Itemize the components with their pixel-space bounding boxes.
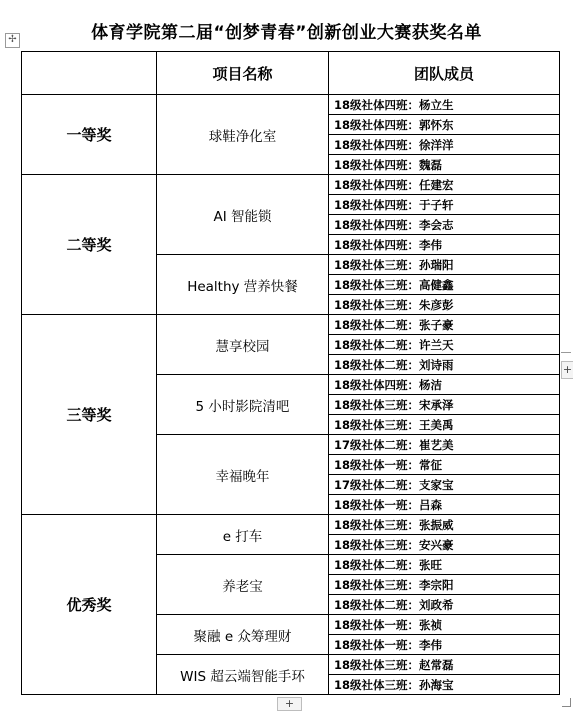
add-column-icon[interactable]: + (561, 361, 573, 379)
table-resize-handle[interactable] (562, 698, 571, 707)
team-member-cell: 18级社体四班：杨洁 (329, 375, 560, 395)
team-member-cell: 18级社体二班：张旺 (329, 555, 560, 575)
team-member-cell: 18级社体四班：徐洋洋 (329, 135, 560, 155)
team-member-cell: 17级社体二班：支家宝 (329, 475, 560, 495)
table-row (22, 175, 560, 195)
project-name-cell: 养老宝 (157, 555, 329, 615)
award-level-cell: 三等奖 (22, 315, 157, 515)
project-name-cell: 慧享校园 (157, 315, 329, 375)
award-level-cell: 二等奖 (22, 175, 157, 315)
table-row (22, 95, 560, 115)
team-member-cell: 18级社体三班：王美禹 (329, 415, 560, 435)
team-member-cell: 18级社体一班：李伟 (329, 635, 560, 655)
team-member-cell: 18级社体一班：常征 (329, 455, 560, 475)
team-member-cell: 18级社体四班：郭怀东 (329, 115, 560, 135)
team-member-cell: 18级社体四班：李会志 (329, 215, 560, 235)
project-name-cell: 5 小时影院清吧 (157, 375, 329, 435)
project-name-cell: 球鞋净化室 (157, 95, 329, 175)
team-member-cell: 18级社体二班：刘诗雨 (329, 355, 560, 375)
row-divider-marker (561, 352, 571, 353)
table-move-handle-icon[interactable]: ✢ (5, 33, 20, 48)
team-member-cell: 18级社体四班：杨立生 (329, 95, 560, 115)
team-member-cell: 18级社体三班：张振威 (329, 515, 560, 535)
header-team-members: 团队成员 (329, 52, 560, 95)
team-member-cell: 18级社体二班：许兰天 (329, 335, 560, 355)
header-award (22, 52, 157, 95)
table-header-row (22, 52, 560, 95)
document-title: 体育学院第二届“创梦青春”创新创业大赛获奖名单 (91, 23, 482, 43)
team-member-cell: 18级社体四班：任建宏 (329, 175, 560, 195)
team-member-cell: 18级社体三班：安兴豪 (329, 535, 560, 555)
team-member-cell: 18级社体一班：张祯 (329, 615, 560, 635)
award-level-cell: 优秀奖 (22, 515, 157, 695)
team-member-cell: 18级社体三班：高健鑫 (329, 275, 560, 295)
table-row (22, 315, 560, 335)
project-name-cell: AI 智能锁 (157, 175, 329, 255)
team-member-cell: 18级社体四班：于子轩 (329, 195, 560, 215)
award-table (21, 51, 560, 695)
team-member-cell: 18级社体三班：孙海宝 (329, 675, 560, 695)
team-member-cell: 18级社体四班：李伟 (329, 235, 560, 255)
project-name-cell: 聚融 e 众筹理财 (157, 615, 329, 655)
project-name-cell: WIS 超云端智能手环 (157, 655, 329, 695)
project-name-cell: Healthy 营养快餐 (157, 255, 329, 315)
award-table-body (22, 95, 560, 695)
team-member-cell: 17级社体二班：崔艺美 (329, 435, 560, 455)
team-member-cell: 18级社体二班：张子豪 (329, 315, 560, 335)
team-member-cell: 18级社体四班：魏磊 (329, 155, 560, 175)
table-row (22, 515, 560, 535)
team-member-cell: 18级社体三班：李宗阳 (329, 575, 560, 595)
project-name-cell: 幸福晚年 (157, 435, 329, 515)
project-name-cell: e 打车 (157, 515, 329, 555)
team-member-cell: 18级社体三班：赵常磊 (329, 655, 560, 675)
team-member-cell: 18级社体三班：孙瑞阳 (329, 255, 560, 275)
award-level-cell: 一等奖 (22, 95, 157, 175)
team-member-cell: 18级社体二班：刘政希 (329, 595, 560, 615)
team-member-cell: 18级社体一班：吕森 (329, 495, 560, 515)
header-project-name: 项目名称 (157, 52, 329, 95)
team-member-cell: 18级社体三班：朱彦彭 (329, 295, 560, 315)
add-row-icon[interactable]: + (277, 697, 302, 711)
team-member-cell: 18级社体三班：宋承泽 (329, 395, 560, 415)
